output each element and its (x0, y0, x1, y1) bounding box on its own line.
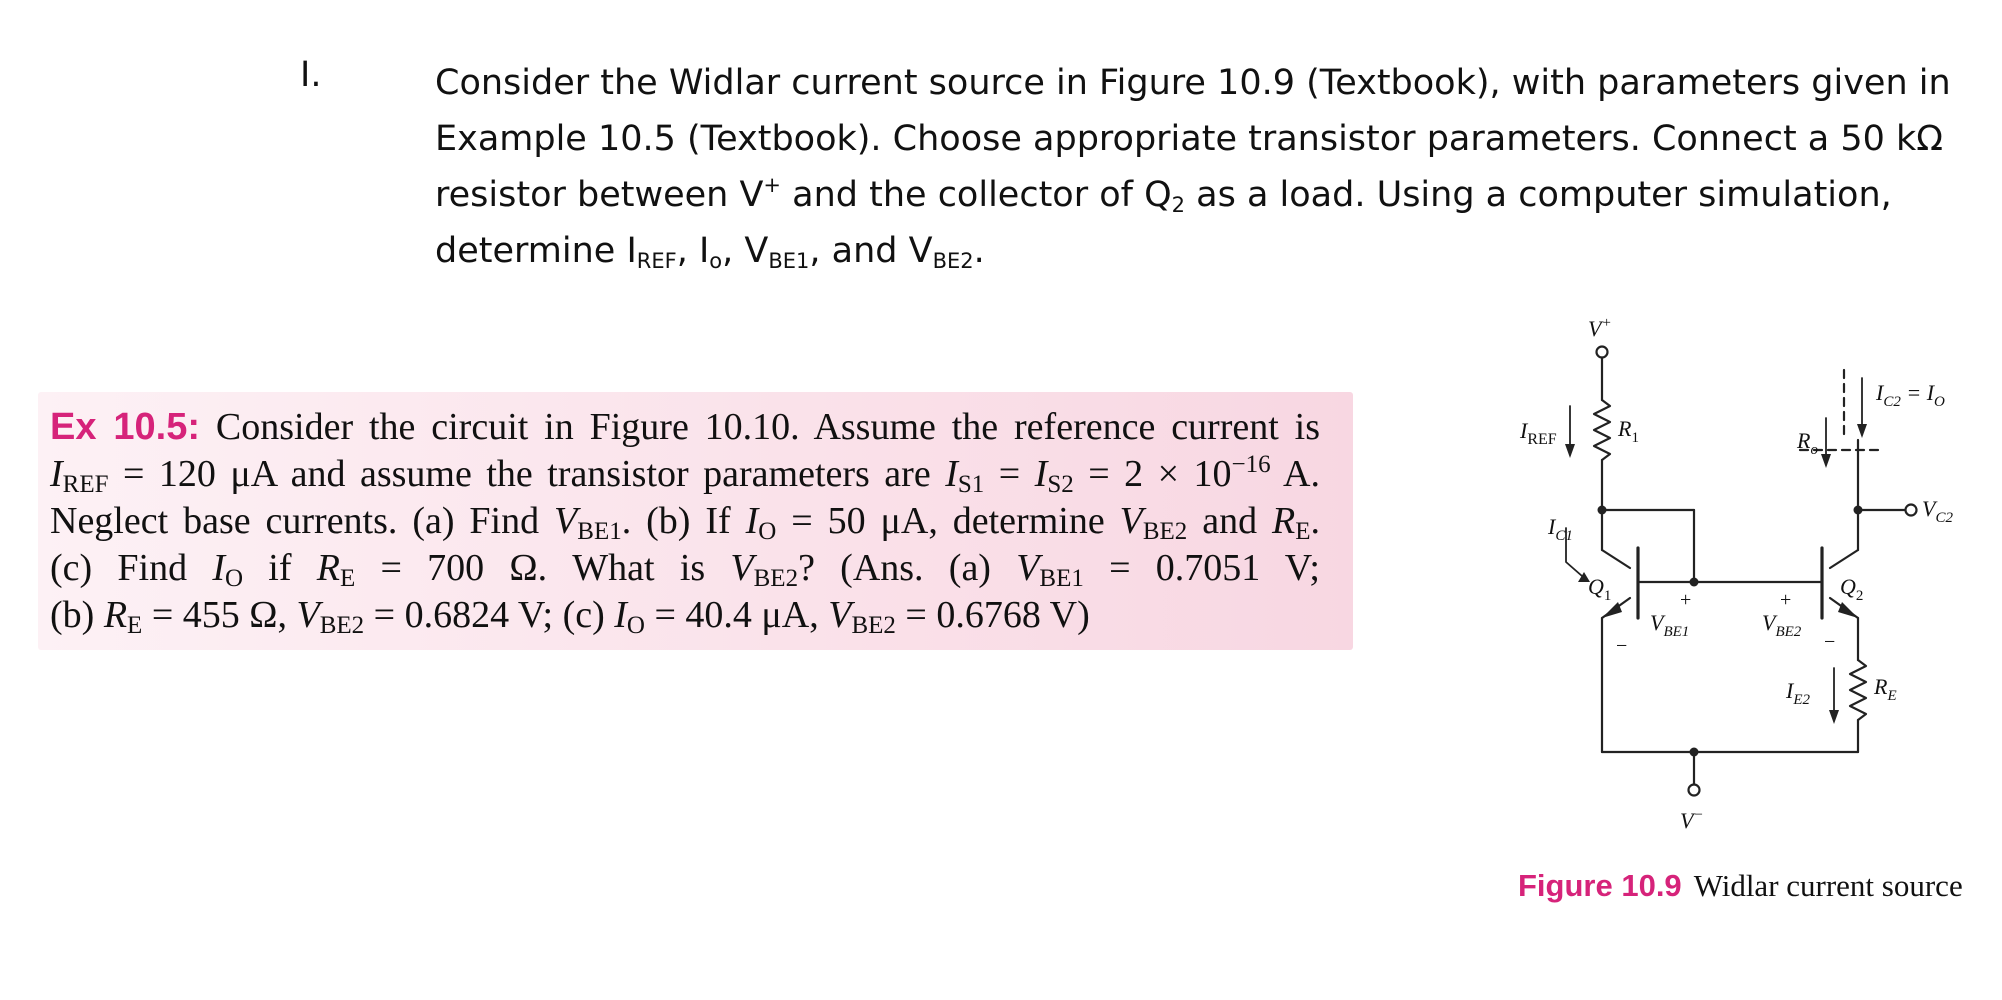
problem-line: resistor between V+ and the collector of $Q_2$ as a load. Using a computer simulation, (435, 173, 1892, 217)
q1-emitter-arrow (1602, 602, 1622, 618)
node-dot (1690, 748, 1699, 757)
widlar-circuit-diagram (1500, 310, 1970, 850)
example-panel (38, 392, 1353, 650)
vc2-terminal (1906, 505, 1917, 516)
re-label: $R_E$ (1874, 674, 1897, 704)
node-dot (1598, 506, 1607, 515)
node-dot (1690, 578, 1699, 587)
problem-body (435, 55, 1951, 279)
q2-label: $Q_2$ (1840, 574, 1864, 604)
re-resistor (1850, 660, 1866, 720)
problem-line: Example 10.5 (Textbook). Choose appropriate transistor parameters. Connect a 50 kΩ (435, 119, 1944, 159)
example-line: $I_{REF} = 120$ μA and assume the transistor parameters are $I_{S1} = I_{S2} = 2 \times 10^{-16}$ A. (50, 451, 1320, 498)
vc2-label: $V_{C2}$ (1922, 496, 1953, 526)
iref-label: $I_{REF}$ (1520, 418, 1557, 448)
vplus-label: V+ (1588, 315, 1612, 341)
node-dot (1854, 506, 1863, 515)
ro-label: $R_o$ (1797, 428, 1818, 458)
q1-label: $Q_1$ (1588, 574, 1612, 604)
vbe1-minus: − (1616, 635, 1628, 657)
example-text (50, 404, 1320, 639)
vbe2-plus: + (1780, 589, 1792, 611)
vbe1-label: $V_{BE1}$ (1650, 610, 1690, 640)
q2-emitter-arrow (1838, 602, 1858, 618)
example-line: Ex 10.5: Consider the circuit in Figure 10.10. Assume the reference current is (50, 406, 1320, 448)
problem-line: determine $I_{REF}$, $I_o$, $V_{BE1}$, and $V_{BE2}$. (435, 231, 985, 273)
figure-caption (1518, 868, 1963, 904)
vbe1-plus: + (1680, 589, 1692, 611)
figure-number: Figure 10.9 (1518, 868, 1682, 903)
ie2-arrow (1829, 710, 1839, 724)
vbe2-minus: − (1824, 631, 1836, 653)
problem-line: Consider the Widlar current source in Figure 10.9 (Textbook), with parameters given in (435, 63, 1951, 103)
example-tag: Ex 10.5: (50, 406, 201, 448)
iref-arrow (1565, 444, 1575, 458)
vplus-terminal (1597, 347, 1608, 358)
r1-resistor (1594, 400, 1610, 460)
figure-title: Widlar current source (1693, 868, 1963, 903)
example-line: (c) Find $I_O$ if $R_E = 700$ Ω. What is $V_{BE2}$? (Ans. (a) $V_{BE1} = 0.7051$ V; (50, 547, 1320, 592)
ro-arrow (1821, 454, 1831, 468)
example-line: Neglect base currents. (a) Find $V_{BE1}$. (b) If $I_O = 50$ μA, determine $V_{BE2}$ and $R_E$. (50, 500, 1320, 545)
circuit-figure (1500, 310, 1970, 850)
vminus-label: V− (1680, 807, 1704, 833)
ie2-label: $I_{E2}$ (1786, 678, 1810, 708)
example-line: (b) $R_E = 455$ Ω, $V_{BE2} = 0.6824$ V; (c) $I_O = 40.4$ μA, $V_{BE2} = 0.6768$ V) (50, 594, 1090, 639)
ic1-label: $I_{C1}$ (1548, 514, 1573, 544)
problem-number: I. (300, 55, 322, 95)
ic2-arrow (1857, 424, 1867, 438)
vbe2-label: $V_{BE2}$ (1762, 610, 1802, 640)
r1-label: $R_1$ (1618, 416, 1639, 446)
vminus-terminal (1689, 785, 1700, 796)
ic2-label: $I_{C2} = I_O$ (1876, 380, 1945, 410)
